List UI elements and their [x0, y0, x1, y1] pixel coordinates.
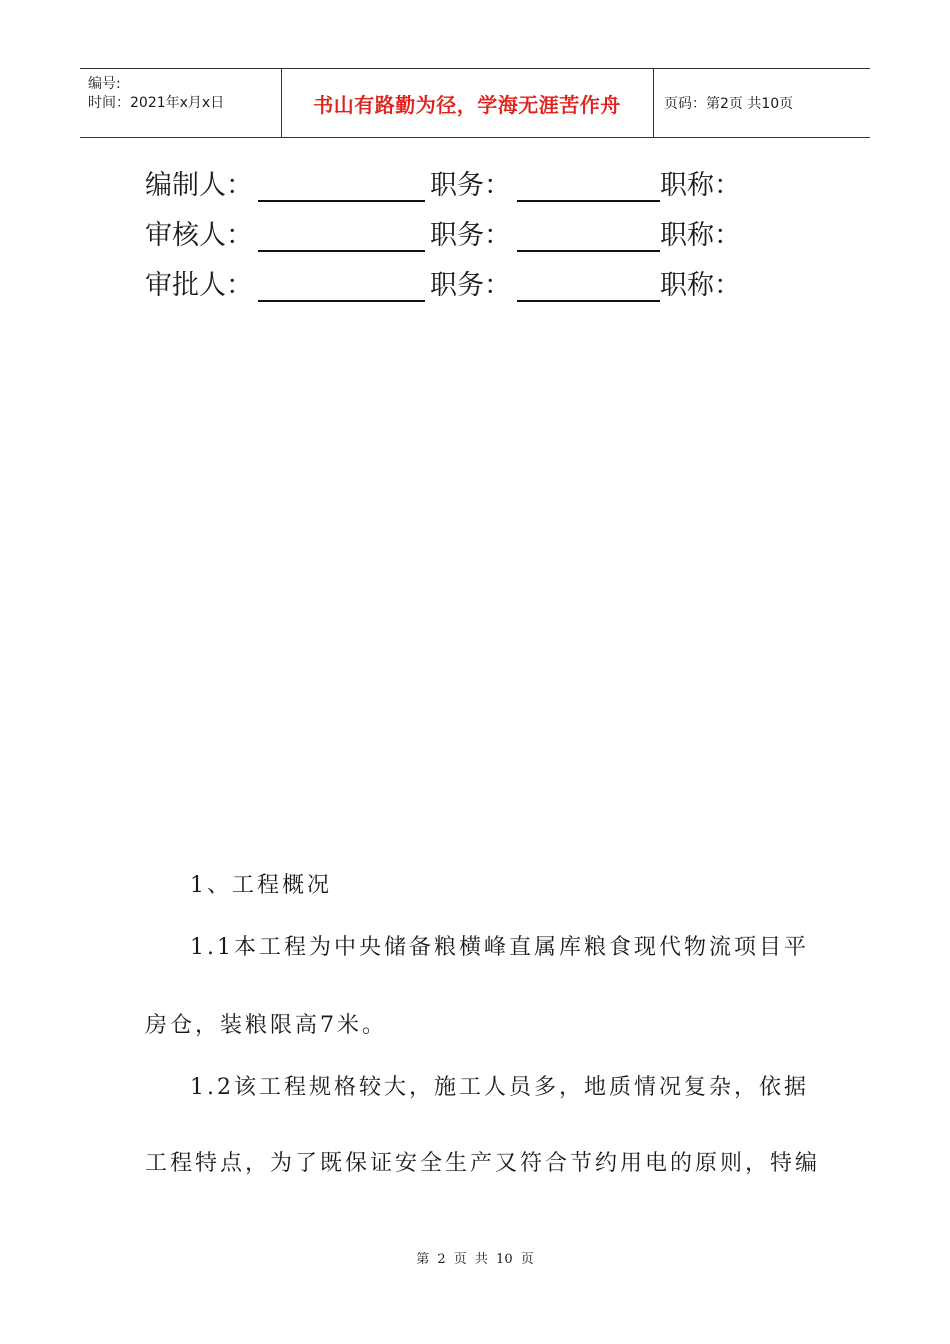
- role-label: 编制人：: [145, 170, 253, 201]
- paragraph-1-line-2: 房仓，装粮限高7米。: [145, 1013, 387, 1038]
- paragraph-2-line-1: 1.2该工程规格较大，施工人员多，地质情况复杂，依据: [190, 1075, 809, 1100]
- duty-blank-line: [517, 300, 660, 302]
- duty-blank-line: [517, 200, 660, 202]
- paragraph-1-line-1: 1.1本工程为中央储备粮横峰直属库粮食现代物流项目平: [190, 935, 809, 960]
- header-page-info: 页码：第2页 共10页: [664, 96, 794, 112]
- duty-blank-line: [517, 250, 660, 252]
- title-label: 职称：: [660, 220, 741, 251]
- title-label: 职称：: [660, 170, 741, 201]
- role-blank-line: [258, 300, 425, 302]
- document-time: 时间：2021年x月x日: [88, 95, 225, 111]
- header-meta: [80, 69, 282, 137]
- role-blank-line: [258, 250, 425, 252]
- title-label: 职称：: [660, 270, 741, 301]
- role-blank-line: [258, 200, 425, 202]
- duty-label: 职务：: [430, 220, 511, 251]
- role-label: 审批人：: [145, 270, 253, 301]
- duty-label: 职务：: [430, 270, 511, 301]
- role-label: 审核人：: [145, 220, 253, 251]
- duty-label: 职务：: [430, 170, 511, 201]
- section-heading: 1、工程概况: [190, 873, 332, 898]
- page-header: [80, 68, 870, 138]
- header-motto: 书山有路勤为径，学海无涯苦作舟: [281, 69, 654, 137]
- document-number-label: 编号:: [88, 76, 121, 92]
- page-footer: 第 2 页 共 10 页: [416, 1252, 534, 1267]
- paragraph-2-line-2: 工程特点，为了既保证安全生产又符合节约用电的原则，特编: [145, 1151, 821, 1176]
